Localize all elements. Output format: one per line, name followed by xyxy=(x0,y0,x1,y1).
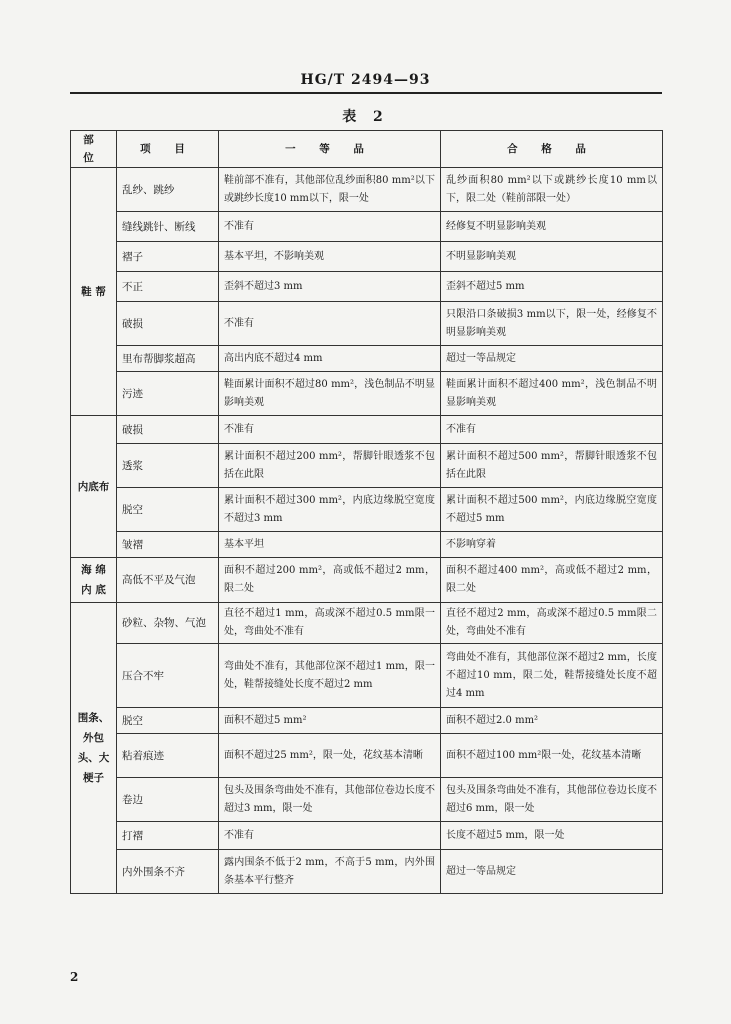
qualified-cell: 弯曲处不准有，其他部位深不超过2 mm，长度不超过10 mm，限二处，鞋帮接缝处长度不超过4 mm xyxy=(441,644,663,708)
table-row xyxy=(71,488,663,532)
first-grade-cell: 面积不超过25 mm²，限一处，花纹基本清晰 xyxy=(219,734,441,778)
item-cell: 破损 xyxy=(117,416,219,444)
first-grade-cell: 累计面积不超过200 mm²，帮脚针眼透浆不包括在此限 xyxy=(219,444,441,488)
table-row xyxy=(71,708,663,734)
qualified-cell: 面积不超过2.0 mm² xyxy=(441,708,663,734)
header-rule xyxy=(70,92,662,94)
table-body xyxy=(71,168,663,894)
item-cell: 内外围条不齐 xyxy=(117,850,219,894)
qualified-cell: 只限沿口条破损3 mm以下，限一处，经修复不明显影响美观 xyxy=(441,302,663,346)
item-cell: 透浆 xyxy=(117,444,219,488)
column-header: 部 位 xyxy=(71,131,117,168)
qualified-cell: 乱纱面积80 mm²以下或跳纱长度10 mm以下，限二处（鞋前部限一处） xyxy=(441,168,663,212)
table-row xyxy=(71,416,663,444)
qualified-cell: 不明显影响美观 xyxy=(441,242,663,272)
item-cell: 缝线跳针、断线 xyxy=(117,212,219,242)
first-grade-cell: 鞋面累计面积不超过80 mm²，浅色制品不明显影响美观 xyxy=(219,372,441,416)
column-header: 合 格 品 xyxy=(441,131,663,168)
qualified-cell: 不影响穿着 xyxy=(441,532,663,558)
item-cell: 压合不牢 xyxy=(117,644,219,708)
first-grade-cell: 面积不超过200 mm²，高或低不超过2 mm，限二处 xyxy=(219,558,441,603)
table-row xyxy=(71,212,663,242)
first-grade-cell: 不准有 xyxy=(219,416,441,444)
table-row xyxy=(71,734,663,778)
first-grade-cell: 基本平坦，不影响美观 xyxy=(219,242,441,272)
table-row xyxy=(71,372,663,416)
table-row xyxy=(71,603,663,644)
item-cell: 褶子 xyxy=(117,242,219,272)
first-grade-cell: 露内围条不低于2 mm，不高于5 mm，内外围条基本平行整齐 xyxy=(219,850,441,894)
table-row xyxy=(71,558,663,603)
item-cell: 打褶 xyxy=(117,822,219,850)
first-grade-cell: 高出内底不超过4 mm xyxy=(219,346,441,372)
qualified-cell: 长度不超过5 mm，限一处 xyxy=(441,822,663,850)
item-cell: 卷边 xyxy=(117,778,219,822)
item-cell: 不正 xyxy=(117,272,219,302)
qualified-cell: 面积不超过400 mm²，高或低不超过2 mm，限二处 xyxy=(441,558,663,603)
table-row xyxy=(71,822,663,850)
table-row xyxy=(71,444,663,488)
table-row xyxy=(71,272,663,302)
first-grade-cell: 面积不超过5 mm² xyxy=(219,708,441,734)
first-grade-cell: 包头及围条弯曲处不准有，其他部位卷边长度不超过3 mm，限一处 xyxy=(219,778,441,822)
item-cell: 粘着痕迹 xyxy=(117,734,219,778)
item-cell: 破损 xyxy=(117,302,219,346)
table-row xyxy=(71,242,663,272)
item-cell: 里布帮脚浆超高 xyxy=(117,346,219,372)
qualified-cell: 超过一等品规定 xyxy=(441,346,663,372)
table-header-row xyxy=(71,131,663,168)
column-header: 项 目 xyxy=(117,131,219,168)
table-row xyxy=(71,778,663,822)
first-grade-cell: 不准有 xyxy=(219,212,441,242)
section-label: 海 绵 内 底 xyxy=(71,558,117,603)
table-row xyxy=(71,346,663,372)
qualified-cell: 歪斜不超过5 mm xyxy=(441,272,663,302)
item-cell: 乱纱、跳纱 xyxy=(117,168,219,212)
section-label: 鞋 帮 xyxy=(71,168,117,416)
quality-spec-table xyxy=(70,130,663,894)
first-grade-cell: 直径不超过1 mm，高或深不超过0.5 mm限一处，弯曲处不准有 xyxy=(219,603,441,644)
section-label: 围条、外包头、大梗子 xyxy=(71,603,117,894)
table-row xyxy=(71,644,663,708)
table-row xyxy=(71,168,663,212)
qualified-cell: 不准有 xyxy=(441,416,663,444)
first-grade-cell: 弯曲处不准有，其他部位深不超过1 mm，限一处，鞋帮接缝处长度不超过2 mm xyxy=(219,644,441,708)
table-row xyxy=(71,302,663,346)
qualified-cell: 鞋面累计面积不超过400 mm²，浅色制品不明显影响美观 xyxy=(441,372,663,416)
first-grade-cell: 鞋前部不准有，其他部位乱纱面积80 mm²以下或跳纱长度10 mm以下，限一处 xyxy=(219,168,441,212)
first-grade-cell: 不准有 xyxy=(219,822,441,850)
item-cell: 脱空 xyxy=(117,488,219,532)
page-number: 2 xyxy=(70,970,79,984)
qualified-cell: 超过一等品规定 xyxy=(441,850,663,894)
table-row xyxy=(71,850,663,894)
section-label: 内底布 xyxy=(71,416,117,558)
item-cell: 砂粒、杂物、气泡 xyxy=(117,603,219,644)
first-grade-cell: 累计面积不超过300 mm²，内底边缘脱空宽度不超过3 mm xyxy=(219,488,441,532)
item-cell: 皱褶 xyxy=(117,532,219,558)
qualified-cell: 直径不超过2 mm，高或深不超过0.5 mm限二处，弯曲处不准有 xyxy=(441,603,663,644)
qualified-cell: 累计面积不超过500 mm²，内底边缘脱空宽度不超过5 mm xyxy=(441,488,663,532)
first-grade-cell: 基本平坦 xyxy=(219,532,441,558)
qualified-cell: 面积不超过100 mm²限一处，花纹基本清晰 xyxy=(441,734,663,778)
qualified-cell: 经修复不明显影响美观 xyxy=(441,212,663,242)
table-title: 表 2 xyxy=(342,109,389,125)
item-cell: 污迹 xyxy=(117,372,219,416)
item-cell: 脱空 xyxy=(117,708,219,734)
column-header: 一 等 品 xyxy=(219,131,441,168)
standard-code-header: HG/T 2494—93 xyxy=(300,72,431,88)
qualified-cell: 包头及围条弯曲处不准有，其他部位卷边长度不超过6 mm，限一处 xyxy=(441,778,663,822)
first-grade-cell: 不准有 xyxy=(219,302,441,346)
first-grade-cell: 歪斜不超过3 mm xyxy=(219,272,441,302)
qualified-cell: 累计面积不超过500 mm²，帮脚针眼透浆不包括在此限 xyxy=(441,444,663,488)
table-row xyxy=(71,532,663,558)
item-cell: 高低不平及气泡 xyxy=(117,558,219,603)
